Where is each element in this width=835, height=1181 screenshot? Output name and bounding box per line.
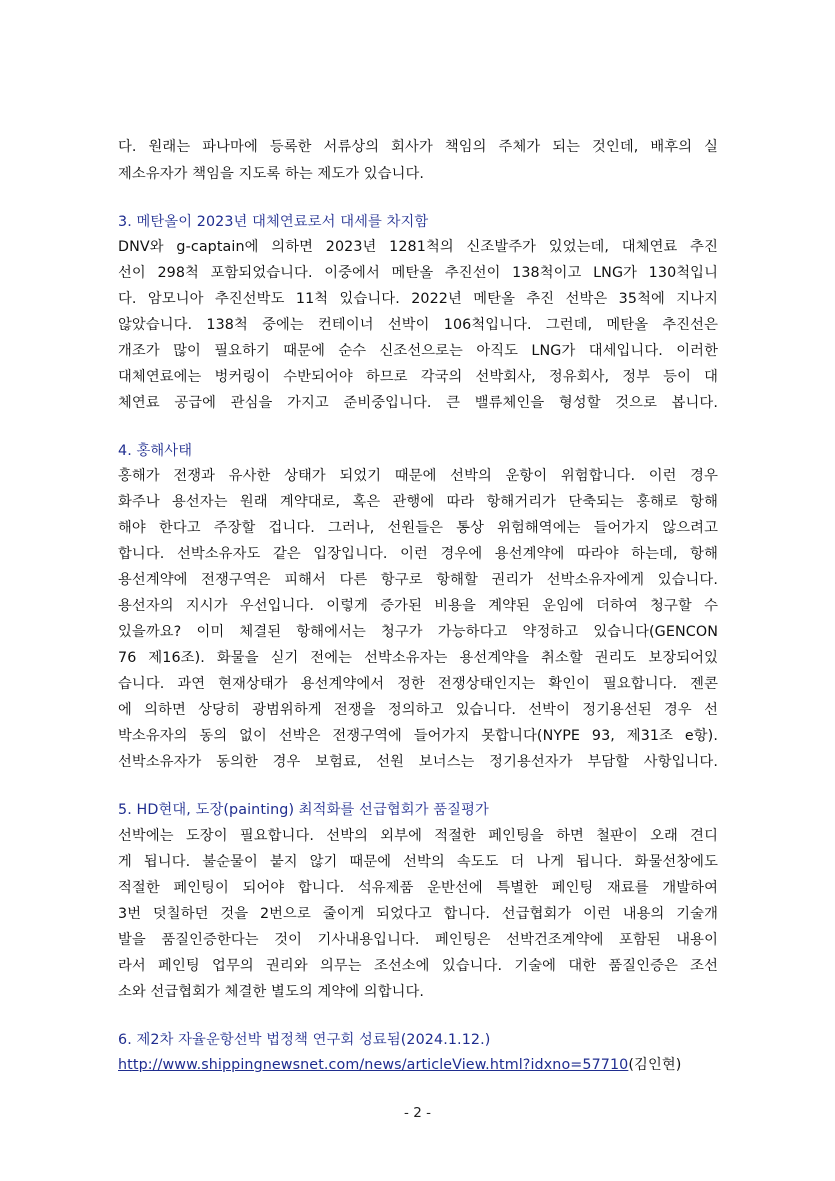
section-heading: 3. 메탄올이 2023년 대체연료로서 대세를 차지함 — [118, 214, 429, 230]
body-line: 다. 원래는 파나마에 등록한 서류상의 회사가 책임의 주체가 되는 것인데, 배후의 실 — [118, 139, 718, 155]
section-heading: 5. HD현대, 도장(painting) 최적화를 선급협회가 품질평가 — [118, 802, 489, 818]
body-line: 개조가 많이 필요하기 때문에 순수 신조선으로는 아직도 LNG가 대세입니다. 이러한 — [118, 343, 718, 359]
body-line: 용선계약에 전쟁구역은 피해서 다른 항구로 항해할 권리가 선박소유자에게 있습니다. — [118, 572, 718, 588]
body-line: 제소유자가 책임을 지도록 하는 제도가 있습니다. — [118, 166, 425, 182]
body-line: 않았습니다. 138척 중에는 컨테이너 선박이 106척입니다. 그런데, 메탄올 추진선은 — [118, 317, 718, 333]
article-link[interactable]: http://www.shippingnewsnet.com/news/articleView.html?idxno=57710 — [118, 1057, 629, 1073]
section-heading: 4. 홍해사태 — [118, 443, 193, 459]
body-line: 76 제16조). 화물을 싣기 전에는 선박소유자는 용선계약을 취소할 권리도 보장되어있 — [118, 650, 718, 666]
body-line: 라서 페인팅 업무의 권리와 의무는 조선소에 있습니다. 기술에 대한 품질인증은 조선 — [118, 958, 718, 974]
body-line: 3번 덧칠하던 것을 2번으로 줄이게 되었다고 합니다. 선급협회가 이런 내용의 기술개 — [118, 906, 718, 922]
section-heading: 6. 제2차 자율운항선박 법정책 연구회 성료됨(2024.1.12.) — [118, 1032, 491, 1048]
body-line: 선박에는 도장이 필요합니다. 선박의 외부에 적절한 페인팅을 하면 철판이 오래 견디 — [118, 828, 718, 844]
body-line: 화주나 용선자는 원래 계약대로, 혹은 관행에 따라 항해거리가 단축되는 홍해로 항해 — [118, 494, 718, 510]
page-number: - 2 - — [404, 1105, 431, 1121]
body-line: 홍해가 전쟁과 유사한 상태가 되었기 때문에 선박의 운항이 위험합니다. 이런 경우 — [118, 468, 718, 484]
body-line: 해야 한다고 주장할 겁니다. 그러나, 선원들은 통상 위험해역에는 들어가지 않으려고 — [118, 520, 718, 536]
body-line: 대체연료에는 벙커링이 수반되어야 하므로 각국의 선박회사, 정유회사, 정부 등이 대 — [118, 369, 718, 385]
author-name: (김인현) — [628, 1057, 682, 1073]
reference-line — [118, 1054, 681, 1074]
body-line: 에 의하면 상당히 광범위하게 전쟁을 정의하고 있습니다. 선박이 정기용선된 경우 선 — [118, 702, 718, 718]
body-line: 선박소유자가 동의한 경우 보험료, 선원 보너스는 정기용선자가 부담할 사항입니다. — [118, 754, 718, 770]
body-line: 발을 품질인증한다는 것이 기사내용입니다. 페인팅은 선박건조계약에 포함된 내용이 — [118, 932, 718, 948]
body-line: 박소유자의 동의 없이 선박은 전쟁구역에 들어가지 못합니다(NYPE 93, 제31조 e항). — [118, 728, 718, 744]
body-line: 다. 암모니아 추진선박도 11척 있습니다. 2022년 메탄올 추진 선박은 35척에 지나지 — [118, 291, 718, 307]
body-line: 적절한 페인팅이 되어야 합니다. 석유제품 운반선에 특별한 페인팅 재료를 개발하여 — [118, 880, 718, 896]
body-line: DNV와 g-captain에 의하면 2023년 1281척의 신조발주가 있었는데, 대체연료 추진 — [118, 239, 718, 255]
body-line: 있을까요? 이미 체결된 항해에서는 청구가 가능하다고 약정하고 있습니다(GENCON — [118, 624, 718, 640]
body-line: 소와 선급협회가 체결한 별도의 계약에 의합니다. — [118, 984, 425, 1000]
body-line: 게 됩니다. 불순물이 붙지 않기 때문에 선박의 속도도 더 나게 됩니다. 화물선창에도 — [118, 854, 718, 870]
body-line: 용선자의 지시가 우선입니다. 이렇게 증가된 비용을 계약된 운임에 더하여 청구할 수 — [118, 598, 718, 614]
body-line: 체연료 공급에 관심을 가지고 준비중입니다. 큰 밸류체인을 형성할 것으로 봅니다. — [118, 395, 718, 411]
body-line: 선이 298척 포함되었습니다. 이중에서 메탄올 추진선이 138척이고 LNG가 130척입니 — [118, 265, 718, 281]
body-line: 습니다. 과연 현재상태가 용선계약에서 정한 전쟁상태인지는 확인이 필요합니다. 젠콘 — [118, 676, 718, 692]
body-line: 합니다. 선박소유자도 같은 입장입니다. 이런 경우에 용선계약에 따라야 하는데, 항해 — [118, 546, 718, 562]
